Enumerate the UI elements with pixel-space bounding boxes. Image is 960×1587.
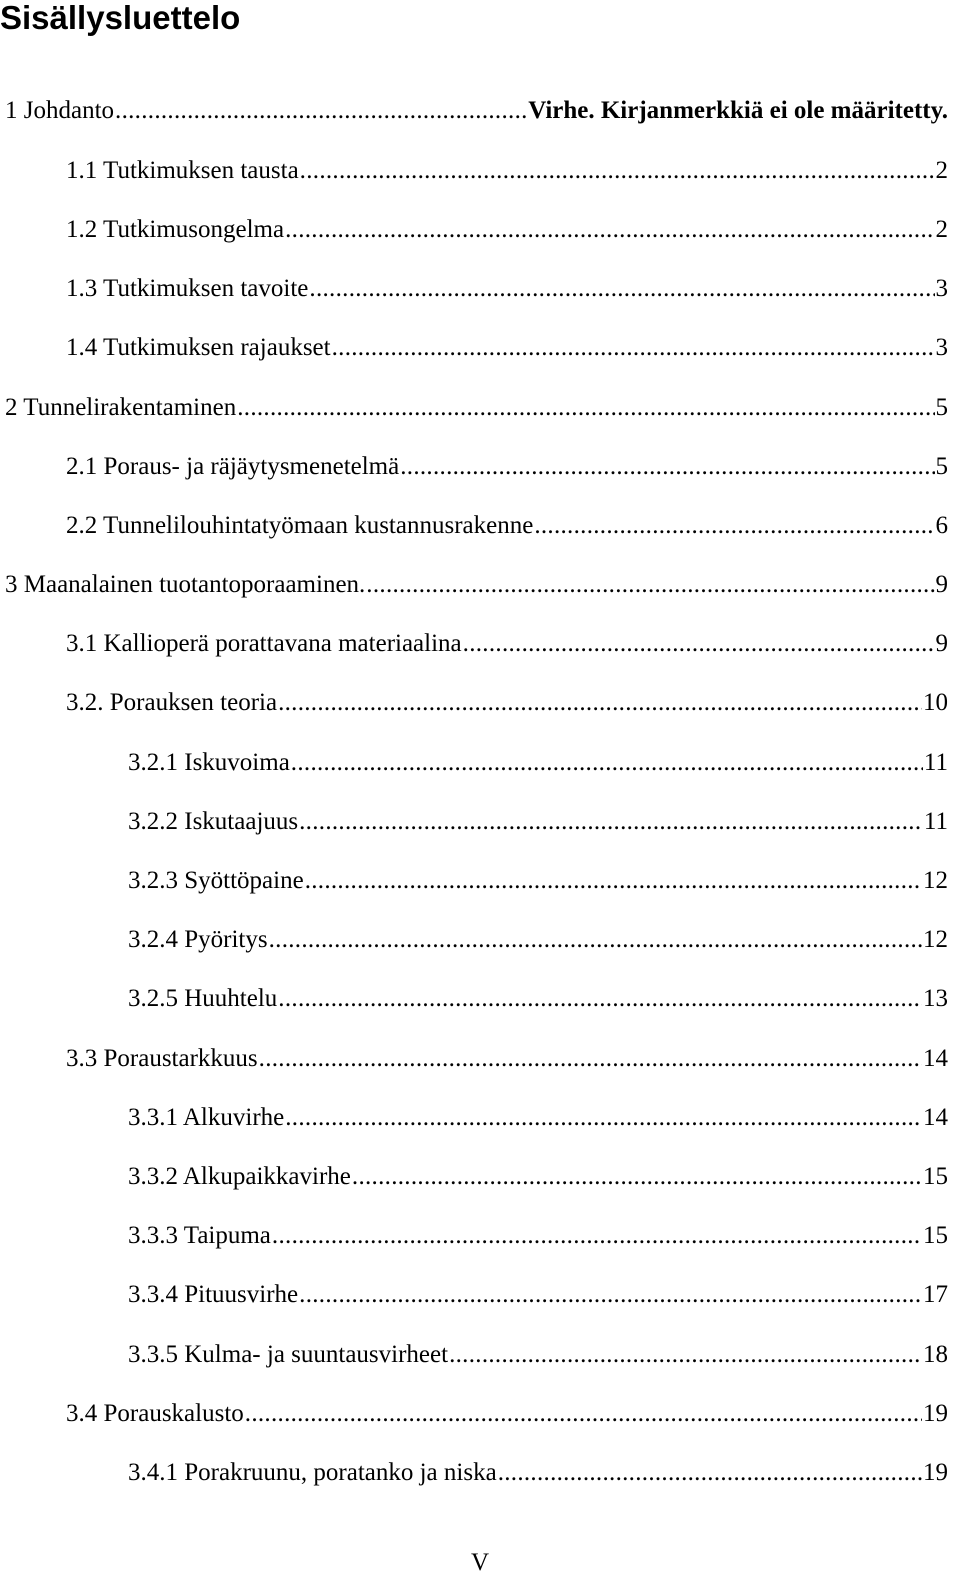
toc-entry-3-3-1[interactable] xyxy=(128,1099,948,1133)
toc-entry-page: 3 xyxy=(935,334,948,361)
toc-entry-page: 19 xyxy=(923,1459,948,1486)
toc-entry-label: 2.1 Poraus- ja räjäytysmenetelmä xyxy=(66,453,400,480)
toc-entry-page: 2 xyxy=(935,157,948,184)
toc-entry-2-1[interactable] xyxy=(66,448,948,482)
toc-dot-leader xyxy=(305,866,922,896)
toc-entry-page: 5 xyxy=(935,453,948,480)
toc-dot-leader xyxy=(449,1340,922,1370)
toc-dot-leader xyxy=(269,925,922,955)
toc-entry-page: 15 xyxy=(923,1222,948,1249)
toc-entry-label: 3.2.4 Pyöritys xyxy=(128,926,268,953)
toc-entry-label: 3.2.1 Iskuvoima xyxy=(128,749,290,776)
toc-entry-label: 3.2.5 Huuhtelu xyxy=(128,985,278,1012)
toc-entry-page: 13 xyxy=(923,985,948,1012)
toc-entry-page: 5 xyxy=(935,394,948,421)
toc-entry-page: 11 xyxy=(923,749,948,776)
toc-entry-page: 11 xyxy=(923,808,948,835)
toc-entry-label: 3.4.1 Porakruunu, poratanko ja niska xyxy=(128,1459,497,1486)
toc-entry-3-4-1[interactable] xyxy=(128,1454,948,1488)
toc-entry-1-2[interactable] xyxy=(66,211,948,245)
toc-dot-leader xyxy=(332,333,935,363)
toc-entry-label: 3 Maanalainen tuotantoporaaminen. xyxy=(5,571,366,598)
toc-dot-leader xyxy=(259,1044,922,1074)
toc-entry-1[interactable] xyxy=(5,92,948,126)
toc-entry-label: 3.4 Porauskalusto xyxy=(66,1400,244,1427)
toc-entry-3-4[interactable] xyxy=(66,1395,948,1429)
toc-dot-leader xyxy=(272,1221,922,1251)
toc-entry-label: 2.2 Tunnelilouhintatyömaan kustannusrakenne xyxy=(66,512,534,539)
toc-entry-label: 3.3.4 Pituusvirhe xyxy=(128,1281,299,1308)
toc-entry-page: 18 xyxy=(923,1341,948,1368)
toc-dot-leader xyxy=(285,1103,922,1133)
toc-entry-page: 12 xyxy=(923,926,948,953)
toc-entry-page: 3 xyxy=(935,275,948,302)
toc-dot-leader xyxy=(278,984,922,1014)
toc-dot-leader xyxy=(278,688,922,718)
toc-entry-page: 10 xyxy=(923,689,948,716)
toc-entry-page: 14 xyxy=(923,1045,948,1072)
toc-entry-3-1[interactable] xyxy=(66,625,948,659)
toc-entry-label: 1.1 Tutkimuksen tausta xyxy=(66,157,299,184)
toc-entry-page: 15 xyxy=(923,1163,948,1190)
toc-entry-page: 9 xyxy=(935,630,948,657)
toc-entry-label: 3.2.3 Syöttöpaine xyxy=(128,867,304,894)
toc-entry-label: 1.4 Tutkimuksen rajaukset xyxy=(66,334,331,361)
toc-dot-leader xyxy=(245,1399,922,1429)
toc-entry-3-2-3[interactable] xyxy=(128,862,948,896)
toc-dot-leader xyxy=(115,96,527,126)
toc-entry-3-2-4[interactable] xyxy=(128,921,948,955)
toc-entry-page: 6 xyxy=(935,512,948,539)
toc-dot-leader xyxy=(299,1280,922,1310)
toc-entry-3-3-2[interactable] xyxy=(128,1158,948,1192)
toc-entry-label: 1.3 Tutkimuksen tavoite xyxy=(66,275,309,302)
toc-entry-label: 2 Tunnelirakentaminen xyxy=(5,394,237,421)
toc-dot-leader xyxy=(299,807,923,837)
toc-entry-label: 1.2 Tutkimusongelma xyxy=(66,216,285,243)
toc-dot-leader xyxy=(309,274,934,304)
toc-dot-leader xyxy=(291,748,923,778)
toc-entry-2[interactable] xyxy=(5,389,948,423)
toc-entry-3-2-5[interactable] xyxy=(128,980,948,1014)
toc-entry-3[interactable] xyxy=(5,566,948,600)
toc-entry-3-2-2[interactable] xyxy=(128,803,948,837)
toc-entry-page: 2 xyxy=(935,216,948,243)
toc-dot-leader xyxy=(463,629,935,659)
toc-entry-label: 3.2.2 Iskutaajuus xyxy=(128,808,299,835)
toc-dot-leader xyxy=(237,393,934,423)
toc-entry-page: 17 xyxy=(923,1281,948,1308)
toc-entry-label: 3.3.2 Alkupaikkavirhe xyxy=(128,1163,351,1190)
toc-dot-leader xyxy=(498,1458,922,1488)
toc-entry-1-3[interactable] xyxy=(66,270,948,304)
toc-entry-3-3-3[interactable] xyxy=(128,1217,948,1251)
toc-entry-label: 3.3.1 Alkuvirhe xyxy=(128,1104,285,1131)
toc-entry-1-1[interactable] xyxy=(66,152,948,186)
toc-entry-label: 3.1 Kallioperä porattavana materiaalina xyxy=(66,630,462,657)
toc-entry-label: 3.3 Poraustarkkuus xyxy=(66,1045,258,1072)
toc-entry-label: 3.3.5 Kulma- ja suuntausvirheet xyxy=(128,1341,449,1368)
toc-entry-page: 14 xyxy=(923,1104,948,1131)
toc-entry-3-3[interactable] xyxy=(66,1040,948,1074)
toc-dot-leader xyxy=(366,570,934,600)
toc-entry-page: 12 xyxy=(923,867,948,894)
toc-entry-page: 19 xyxy=(923,1400,948,1427)
toc-dot-leader xyxy=(352,1162,922,1192)
toc-entry-label: 3.2. Porauksen teoria xyxy=(66,689,278,716)
toc-entry-3-3-4[interactable] xyxy=(128,1276,948,1310)
page-title: Sisällysluettelo xyxy=(0,0,241,36)
toc-entry-2-2[interactable] xyxy=(66,507,948,541)
toc-dot-leader xyxy=(400,452,934,482)
toc-dot-leader xyxy=(300,156,935,186)
toc-entry-error-text: Virhe. Kirjanmerkkiä ei ole määritetty. xyxy=(528,97,948,124)
toc-entry-label: 1 Johdanto xyxy=(5,97,115,124)
toc-entry-3-2[interactable] xyxy=(66,684,948,718)
toc-dot-leader xyxy=(534,511,934,541)
toc-entry-page: 9 xyxy=(935,571,948,598)
toc-entry-3-3-5[interactable] xyxy=(128,1336,948,1370)
toc-entry-3-2-1[interactable] xyxy=(128,744,948,778)
toc-entry-label: 3.3.3 Taipuma xyxy=(128,1222,271,1249)
toc-entry-1-4[interactable] xyxy=(66,329,948,363)
toc-dot-leader xyxy=(285,215,934,245)
page-number: V xyxy=(470,1549,490,1576)
